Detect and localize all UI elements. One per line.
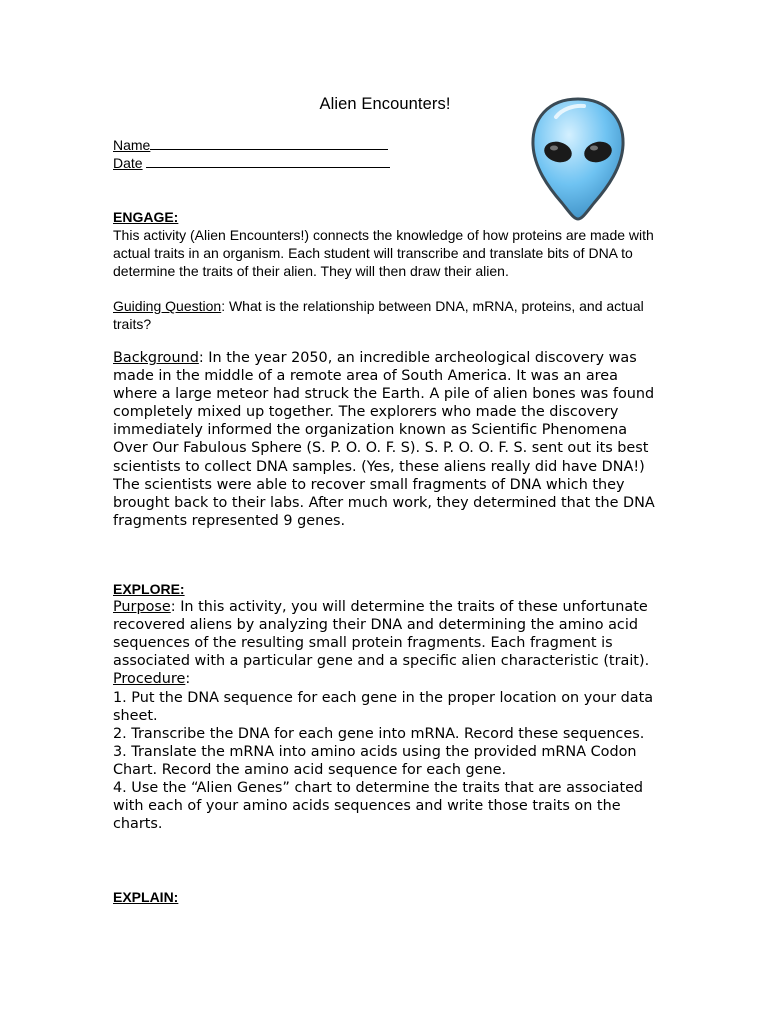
explore-section	[113, 580, 658, 833]
name-line[interactable]	[150, 137, 388, 150]
student-info-fields	[113, 136, 390, 172]
background-section	[113, 349, 658, 530]
alien-head-icon	[528, 95, 628, 223]
explain-section	[113, 888, 673, 906]
procedure-step-2: 2. Transcribe the DNA for each gene into mRNA. Record these sequences.	[113, 725, 645, 742]
procedure-step-4: 4. Use the “Alien Genes” chart to determine the traits that are associated with each of your amino acids sequences and write those traits on the charts.	[113, 780, 644, 833]
background-label: Background	[113, 350, 199, 366]
purpose-label: Purpose	[113, 599, 171, 616]
guiding-question-label: Guiding Question	[113, 298, 222, 314]
procedure-step-3: 3. Translate the mRNA into amino acids using the provided mRNA Codon Chart. Record the amino acid sequence for each gene.	[113, 743, 637, 778]
explain-heading: EXPLAIN:	[113, 889, 179, 905]
date-line[interactable]	[146, 155, 390, 168]
date-label: Date	[113, 155, 143, 171]
name-field[interactable]	[113, 136, 390, 154]
engage-text: This activity (Alien Encounters!) connects the knowledge of how proteins are made with actual traits in an organism. Each student will transcribe and translate bits of DNA to determine the traits of their alien. They will then draw their alien.	[113, 227, 654, 279]
purpose-text: : In this activity, you will determine the traits of these unfortunate recovered aliens by analyzing their DNA and determining the amino acid sequences of the resulting small protein fragments. Each fragment is associated with a particular gene and a specific alien characteristic (trait).	[113, 599, 650, 670]
name-label: Name	[113, 137, 151, 153]
procedure-step-1: 1. Put the DNA sequence for each gene in the proper location on your data sheet.	[113, 689, 654, 724]
explore-heading: EXPLORE:	[113, 581, 185, 597]
procedure-colon: :	[185, 671, 191, 688]
engage-section	[113, 208, 673, 280]
guiding-question-text: : What is the relationship between DNA, mRNA, proteins, and actual traits?	[113, 298, 644, 332]
procedure-label: Procedure	[113, 671, 186, 688]
date-field[interactable]	[113, 154, 390, 172]
background-text: : In the year 2050, an incredible archeological discovery was made in the middle of a remote area of South America. It was an area where a large meteor had struck the Earth. A pile of alien bones was found completely mixed up together. The explorers who made the discovery immediately informed the organization known as Scientific Phenomena Over Our Fabulous Sphere (S. P. O. O. F. S). S. P. O. O. F. S. sent out its best scientists to collect DNA samples. (Yes, these aliens really did have DNA!) The scientists were able to recover small fragments of DNA which they brought back to their labs. After much work, they determined that the DNA fragments represented 9 genes.	[113, 350, 655, 529]
page-title: Alien Encounters!	[319, 95, 451, 113]
guiding-question	[113, 297, 658, 333]
engage-heading: ENGAGE:	[113, 209, 179, 225]
